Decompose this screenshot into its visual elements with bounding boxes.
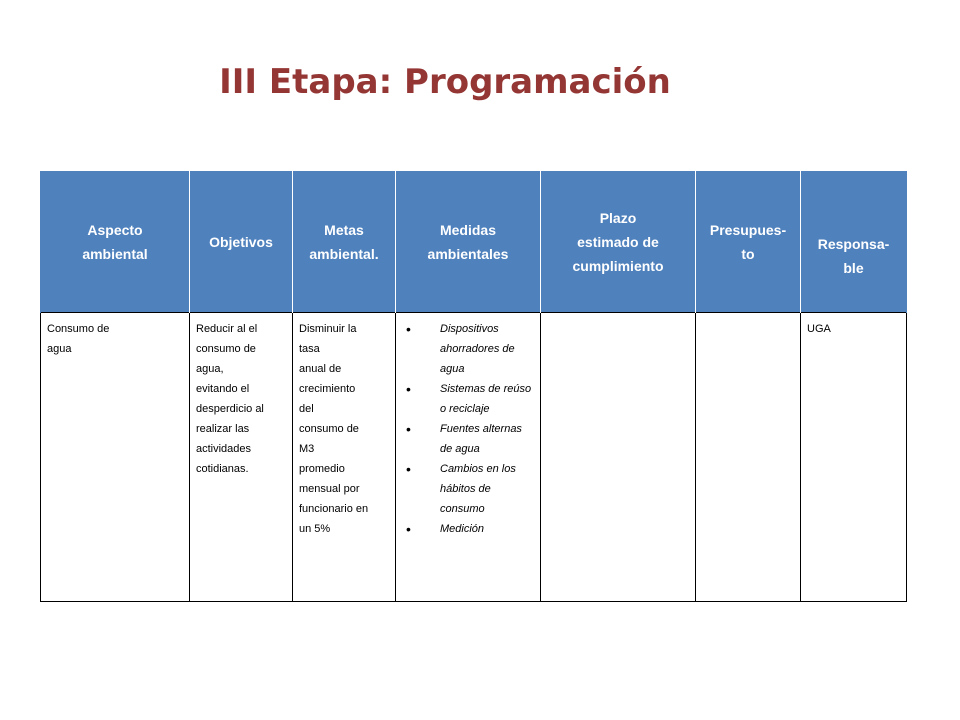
list-item: • Fuentes alternas de agua	[402, 419, 534, 459]
cell-medidas	[396, 313, 541, 602]
programacion-table	[40, 171, 907, 602]
header-aspecto-ambiental: Aspecto ambiental	[41, 171, 190, 313]
cell-metas: Disminuir la tasa anual de crecimiento del consumo de M3 promedio mensual por funcionario en un 5%	[293, 313, 396, 602]
cell-plazo	[541, 313, 696, 602]
header-responsable: Responsa- ble	[801, 171, 907, 313]
cell-objetivos: Reducir al el consumo de agua, evitando el desperdicio al realizar las actividades cotidianas.	[190, 313, 293, 602]
header-objetivos: Objetivos	[190, 171, 293, 313]
header-presupuesto: Presupues- to	[696, 171, 801, 313]
header-medidas-ambientales: Medidas ambientales	[396, 171, 541, 313]
medidas-list	[402, 319, 534, 539]
cell-responsable: UGA	[801, 313, 907, 602]
table-header-row	[41, 171, 907, 313]
list-item: • Cambios en los hábitos de consumo	[402, 459, 534, 519]
list-item: • Sistemas de reúso o reciclaje	[402, 379, 534, 419]
cell-presupuesto	[696, 313, 801, 602]
cell-aspecto: Consumo de agua	[41, 313, 190, 602]
table-row	[41, 313, 907, 602]
header-plazo-estimado: Plazo estimado de cumplimiento	[541, 171, 696, 313]
list-item: • Medición	[402, 519, 534, 539]
header-metas-ambiental: Metas ambiental.	[293, 171, 396, 313]
list-item: • Dispositivos ahorradores de agua	[402, 319, 534, 379]
page-title: III Etapa: Programación	[219, 62, 671, 102]
